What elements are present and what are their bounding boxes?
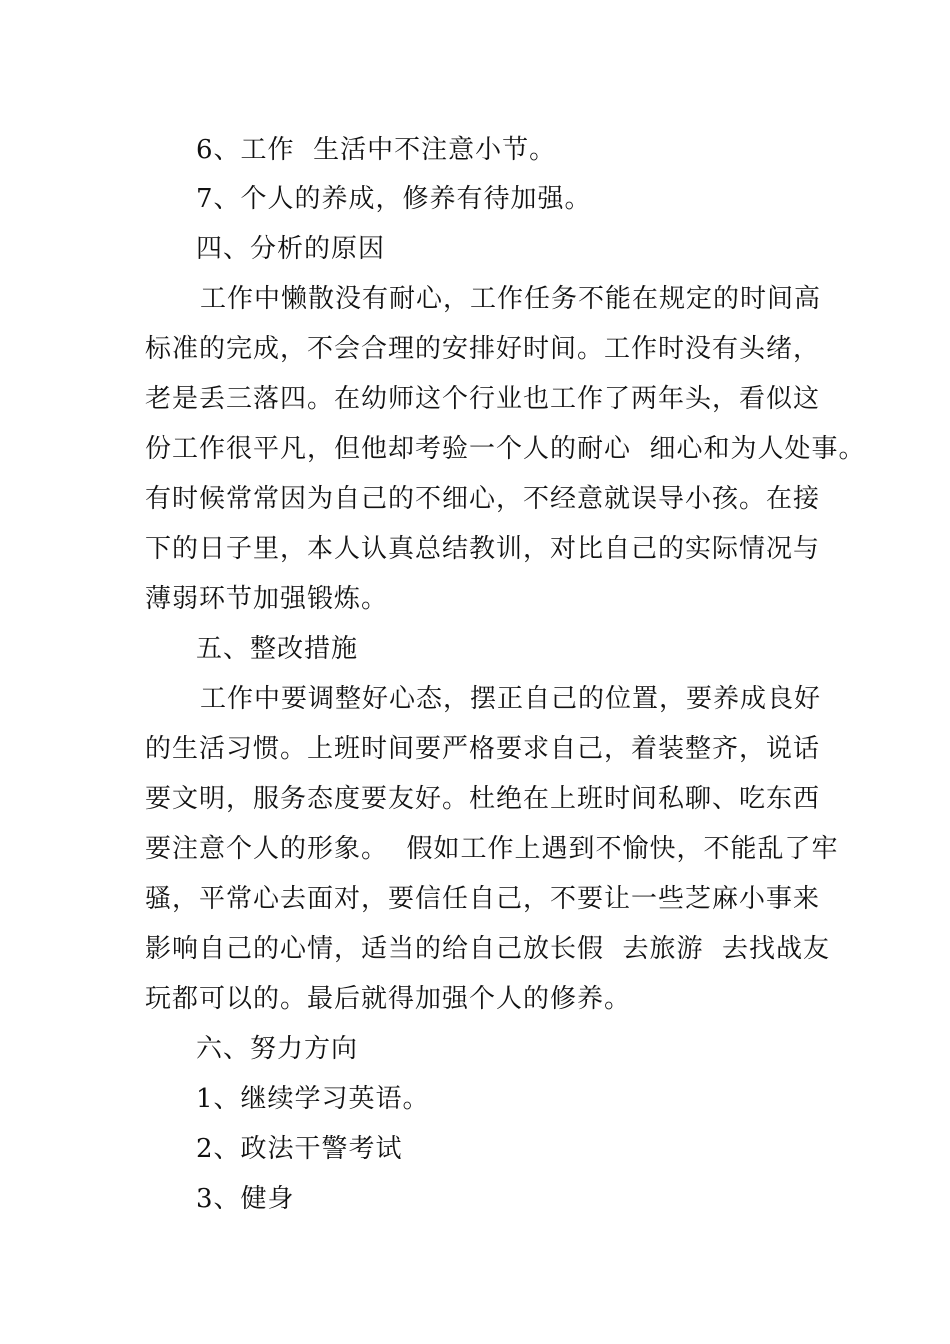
paragraph-line: 标准的完成，不会合理的安排好时间。工作时没有头绪， <box>145 334 821 364</box>
section-heading-analysis: 四、分析的原因 <box>196 234 386 264</box>
paragraph-line: 下的日子里，本人认真总结教训，对比自己的实际情况与 <box>145 534 821 564</box>
list-item-7: 7、个人的养成，修养有待加强。 <box>196 184 592 214</box>
paragraph-line: 的生活习惯。上班时间要严格要求自己，着装整齐，说话 <box>145 734 821 764</box>
paragraph-line: 要文明，服务态度要友好。杜绝在上班时间私聊、吃东西 <box>145 784 821 814</box>
paragraph-line: 有时候常常因为自己的不细心，不经意就误导小孩。在接 <box>145 484 821 514</box>
paragraph-line: 玩都可以的。最后就得加强个人的修养。 <box>145 984 632 1014</box>
list-item-2: 2、政法干警考试 <box>196 1134 403 1164</box>
section-heading-direction: 六、努力方向 <box>196 1034 359 1064</box>
paragraph-line: 影响自己的心情，适当的给自己放长假 去旅游 去找战友 <box>145 934 831 964</box>
paragraph-line: 工作中懒散没有耐心，工作任务不能在规定的时间高 <box>200 284 822 314</box>
paragraph-line: 份工作很平凡，但他却考验一个人的耐心 细心和为人处事。 <box>145 434 866 464</box>
paragraph-line: 工作中要调整好心态，摆正自己的位置，要养成良好 <box>200 684 822 714</box>
list-item-1: 1、继续学习英语。 <box>196 1084 430 1114</box>
list-item-6: 6、工作 生活中不注意小节。 <box>196 135 557 165</box>
paragraph-line: 要注意个人的形象。 假如工作上遇到不愉快，不能乱了牢 <box>145 834 839 864</box>
section-heading-measures: 五、整改措施 <box>196 634 359 664</box>
paragraph-line: 薄弱环节加强锻炼。 <box>145 584 389 614</box>
list-item-3: 3、健身 <box>196 1184 295 1214</box>
paragraph-line: 老是丢三落四。在幼师这个行业也工作了两年头，看似这 <box>145 384 821 414</box>
paragraph-line: 骚，平常心去面对，要信任自己，不要让一些芝麻小事来 <box>145 884 821 914</box>
